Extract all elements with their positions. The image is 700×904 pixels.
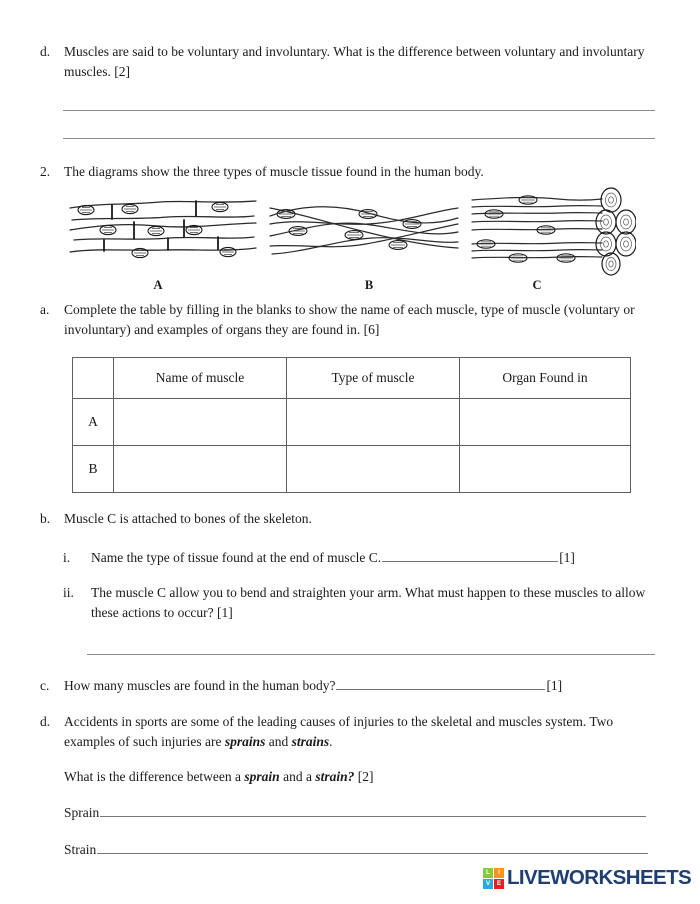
question-2d-sub-emphasis-sprain: sprain [244, 769, 280, 784]
table-cell-b-organ[interactable] [460, 446, 631, 493]
question-2-marker: 2. [40, 164, 51, 179]
liveworksheets-logo-icon [483, 868, 504, 889]
table-cell-b-name[interactable] [114, 446, 287, 493]
table-row-label-a: A [73, 399, 114, 446]
diagram-c-skeletal-muscle [470, 186, 636, 283]
question-2d-text-part3: . [329, 733, 333, 749]
question-2d-sub-part3: [2] [354, 769, 374, 784]
question-2d-text-part2: and [265, 733, 292, 749]
sprain-label: Sprain [64, 805, 100, 820]
diagram-a-label: A [153, 278, 163, 292]
question-2c [40, 676, 660, 696]
question-1d-marker: d. [40, 44, 51, 59]
question-2bi-text: Name the type of tissue found at the end of muscle C. [91, 550, 382, 565]
table-row [73, 399, 631, 446]
answer-blank-sprain[interactable] [100, 804, 646, 817]
answer-blank-2c[interactable] [336, 677, 545, 690]
muscle-tissue-diagrams [60, 186, 640, 292]
question-2d-emphasis-sprains: sprains [224, 733, 266, 749]
answer-blank-strain[interactable] [97, 841, 648, 854]
question-2b-text: Muscle C is attached to bones of the skeleton. [64, 511, 312, 526]
question-2d-subprompt [64, 767, 654, 787]
table-header-type: Type of muscle [287, 358, 460, 399]
question-2bii-marker: ii. [63, 585, 74, 600]
question-2-text: The diagrams show the three types of muscle tissue found in the human body. [64, 164, 484, 179]
question-2b-marker: b. [40, 511, 51, 526]
table-cell-a-name[interactable] [114, 399, 287, 446]
question-2c-text: How many muscles are found in the human body? [64, 678, 336, 693]
question-1d-text: Muscles are said to be voluntary and involuntary. What is the difference between voluntary and involuntary muscles. [2] [64, 44, 645, 79]
strain-answer-row [64, 840, 664, 860]
table-header-row [73, 358, 631, 399]
liveworksheets-logo-text: LIVEWORKSHEETS [507, 866, 692, 889]
question-2d-sub-part1: What is the difference between a [64, 769, 245, 784]
table-cell-a-type[interactable] [287, 399, 460, 446]
question-2b [40, 509, 660, 529]
answer-line-1d-1[interactable] [63, 110, 655, 111]
sprain-answer-row [64, 803, 664, 823]
diagram-b-label: B [364, 278, 374, 292]
question-2a-text: Complete the table by filling in the blanks to show the name of each muscle, type of muscle (voluntary or involuntary) and examples of organs they are found in. [6] [64, 302, 635, 337]
question-1d [40, 42, 655, 81]
question-2d-marker: d. [40, 714, 51, 729]
diagram-c-label: C [532, 278, 542, 292]
question-2d-emphasis-strains: strains [291, 733, 330, 749]
logo-tile-i: I [494, 868, 504, 878]
question-2bii-text: The muscle C allow you to bend and straighten your arm. What must happen to these muscles to allow these actions to occur? [1] [91, 585, 646, 620]
question-2d-sub-emphasis-strain: strain? [315, 769, 355, 784]
question-2 [40, 162, 655, 182]
question-2c-marker: c. [40, 678, 50, 693]
answer-blank-2bi[interactable] [382, 549, 558, 562]
table-row [73, 446, 631, 493]
question-2bi-marker: i. [63, 550, 71, 565]
question-2bi-marks: [1] [559, 550, 575, 565]
table-header-name: Name of muscle [114, 358, 287, 399]
question-2bi [63, 548, 663, 568]
answer-line-2bii[interactable] [87, 654, 655, 655]
answer-line-1d-2[interactable] [63, 138, 655, 139]
logo-tile-e: E [494, 879, 504, 889]
diagram-b-smooth-muscle [268, 194, 460, 271]
table-header-organ: Organ Found in [460, 358, 631, 399]
diagram-a-cardiac-muscle [68, 190, 258, 275]
question-2d-text-part1: Accidents in sports are some of the leading causes of injuries to the skeletal and muscles system. Two examples of such injuries are [64, 714, 614, 749]
question-2d [40, 712, 660, 751]
logo-tile-l: L [483, 868, 493, 878]
liveworksheets-logo [483, 866, 691, 890]
table-row-label-b: B [73, 446, 114, 493]
table-cell-a-organ[interactable] [460, 399, 631, 446]
question-2a [40, 300, 660, 339]
question-2a-marker: a. [40, 302, 50, 317]
strain-label: Strain [64, 842, 97, 857]
muscle-table [72, 357, 631, 493]
question-2d-sub-part2: and a [279, 769, 316, 784]
logo-tile-v: V [483, 879, 493, 889]
table-cell-b-type[interactable] [287, 446, 460, 493]
question-2bii [63, 583, 663, 622]
question-2c-marks: [1] [546, 678, 563, 693]
table-header-blank [73, 358, 114, 399]
